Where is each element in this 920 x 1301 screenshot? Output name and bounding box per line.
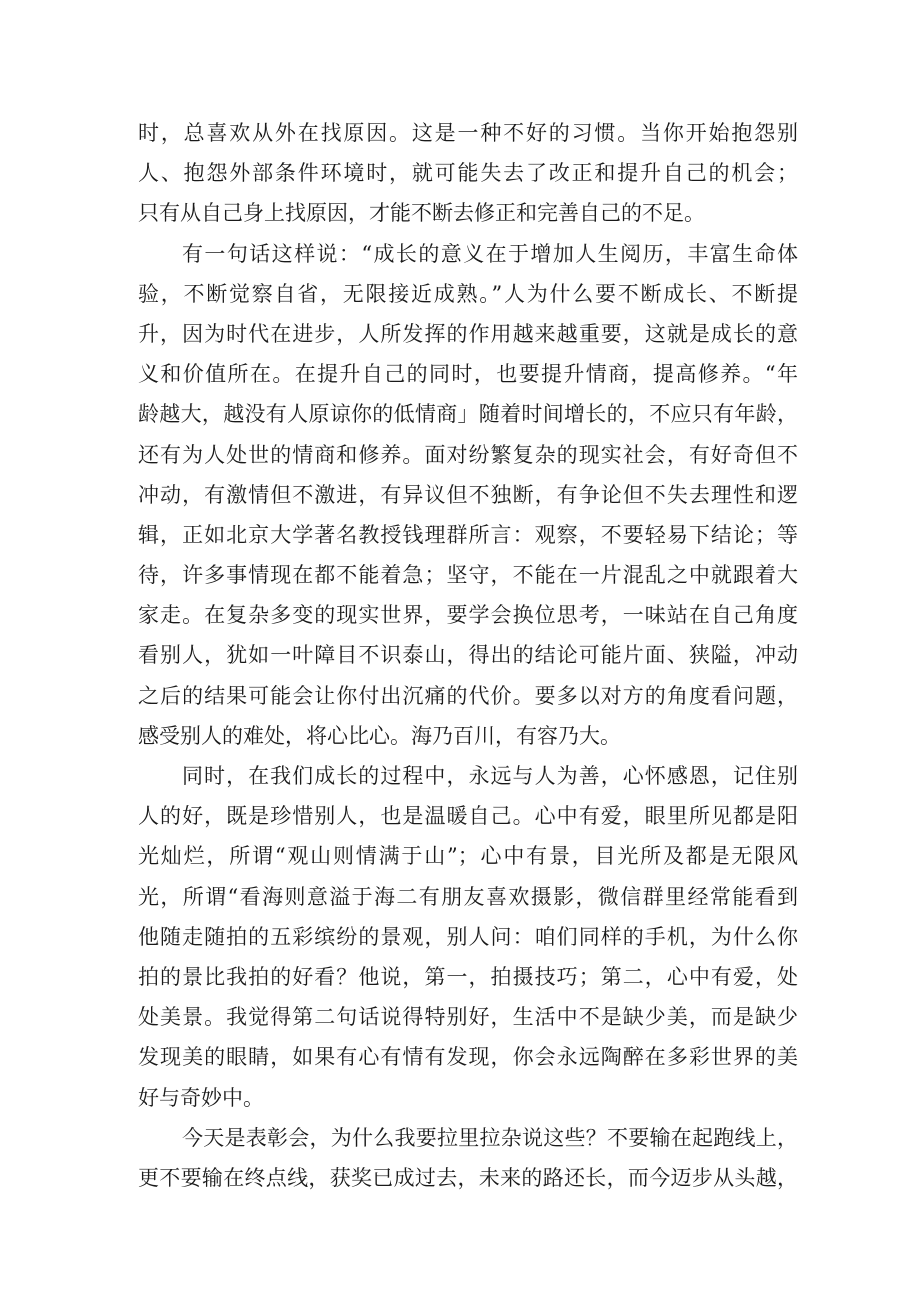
text-line: 人、抱怨外部条件环境时，就可能失去了改正和提升自己的机会；	[138, 161, 798, 186]
text-line: 时，总喜欢从外在找原因。这是一种不好的习惯。当你开始抱怨别	[138, 121, 798, 145]
text-line: 同时，在我们成长的过程中，永远与人为善，心怀感恩，记住别	[182, 764, 798, 788]
document-body	[138, 113, 798, 1198]
text-line: 感受别人的难处，将心比心。海乃百川，有容乃大。	[138, 723, 621, 748]
text-line: 龄越大，越没有人原谅你的低情商」随着时间增长的，不应只有年龄，	[138, 402, 798, 427]
text-line: 他随走随拍的五彩缤纷的景观，别人问：咱们同样的手机，为什么你	[138, 924, 798, 949]
text-line: 光，所谓“看海则意溢于海二有朋友喜欢摄影，微信群里经常能看到	[138, 884, 798, 909]
text-line: 处美景。我觉得第二句话说得特别好，生活中不是缺少美，而是缺少	[138, 1005, 798, 1030]
paragraph	[138, 1118, 798, 1198]
text-line: 发现美的眼睛，如果有心有情有发现，你会永远陶醉在多彩世界的美	[138, 1045, 798, 1070]
text-line: 更不要输在终点线，获奖已成过去，未来的路还长，而今迈步从头越，	[138, 1165, 798, 1190]
text-line: 义和价值所在。在提升自己的同时，也要提升情商，提高修养。“年	[138, 362, 798, 387]
text-line: 光灿烂，所谓“观山则情满于山”；心中有景，目光所及都是无限风	[138, 844, 798, 869]
text-line: 还有为人处世的情商和修养。面对纷繁复杂的现实社会，有好奇但不	[138, 442, 798, 467]
text-line: 看别人，犹如一叶障目不识泰山，得出的结论可能片面、狭隘，冲动	[138, 643, 798, 668]
text-line: 只有从自己身上找原因，才能不断去修正和完善自己的不足。	[138, 201, 705, 226]
text-line: 今天是表彰会，为什么我要拉里拉杂说这些？不要输在起跑线上，	[182, 1125, 798, 1150]
text-line: 之后的结果可能会让你付出沉痛的代价。要多以对方的角度看问题，	[138, 683, 798, 708]
text-line: 冲动，有激情但不激进，有异议但不独断，有争论但不失去理性和逻	[138, 482, 798, 507]
paragraph	[138, 234, 798, 756]
text-line: 待，许多事情现在都不能着急；坚守，不能在一片混乱之中就跟着大	[138, 563, 798, 588]
text-line: 验，不断觉察自省，无限接近成熟。”人为什么要不断成长、不断提	[138, 281, 798, 306]
paragraph	[138, 113, 798, 234]
text-line: 好与奇妙中。	[138, 1085, 264, 1110]
text-line: 人的好，既是珍惜别人，也是温暖自己。心中有爱，眼里所见都是阳	[138, 804, 798, 829]
text-line: 升，因为时代在进步，人所发挥的作用越来越重要，这就是成长的意	[138, 321, 798, 346]
text-line: 拍的景比我拍的好看？他说，第一，拍摄技巧；第二，心中有爱，处	[138, 964, 798, 989]
text-line: 有一句话这样说：“成长的意义在于增加人生阅历，丰富生命体	[182, 241, 798, 266]
text-line: 辑，正如北京大学著名教授钱理群所言：观察，不要轻易下结论；等	[138, 522, 798, 547]
paragraph	[138, 756, 798, 1118]
text-line: 家走。在复杂多变的现实世界，要学会换位思考，一味站在自己角度	[138, 603, 798, 628]
